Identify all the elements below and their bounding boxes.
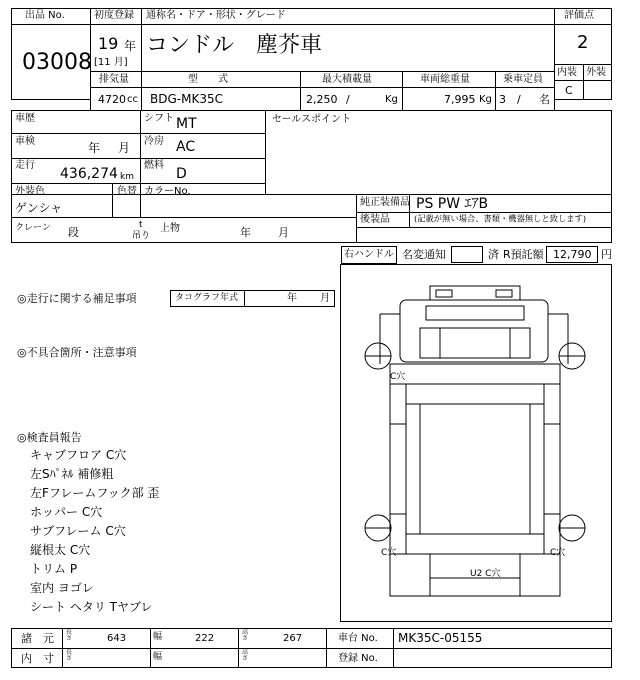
inner-dimensions-label: 内 寸 <box>21 652 54 665</box>
cab-outline <box>380 286 568 364</box>
first-registration-label: 初度登録 <box>94 10 134 21</box>
rear-left-wheel <box>365 515 391 541</box>
displacement-unit: cc <box>127 94 138 105</box>
inner-height-label: 高さ <box>241 649 248 663</box>
score-label: 評価点 <box>564 10 594 21</box>
inspector-report-title: ◎検査員報告 <box>17 431 82 444</box>
body-equipment-month: 月 <box>278 226 289 239</box>
gross-weight-value: 7,995 <box>444 93 476 106</box>
shift-value: MT <box>176 116 197 132</box>
name-label: 通称名・ドア・形状・グレード <box>146 10 286 21</box>
crane-hang: 吊り <box>132 231 151 241</box>
fuel-value: D <box>176 166 187 182</box>
score-value: 2 <box>577 32 589 53</box>
mileage-value: 436,274 <box>60 166 118 182</box>
max-load-separator: / <box>346 93 350 106</box>
tachograph-label: タコグラフ年式 <box>175 293 239 303</box>
inspector-item: トリム P <box>30 562 78 576</box>
registration-year: 19 <box>98 34 119 53</box>
tachograph-year: 年 <box>287 293 297 304</box>
shift-label: シフト <box>144 113 174 124</box>
interior-grade: C <box>565 84 573 97</box>
height-value: 267 <box>283 633 303 644</box>
lot-number: 03008 <box>22 50 92 75</box>
width-value: 222 <box>195 633 215 644</box>
aftermarket-note: (記載が無い場合、書類・機器無しと致します) <box>414 215 587 225</box>
aircon-label: 冷房 <box>144 136 164 147</box>
capacity-label: 乗車定員 <box>503 74 543 85</box>
inspection-label: 車検 <box>15 136 35 147</box>
tachograph-month: 月 <box>320 293 330 304</box>
body-equipment-year: 年 <box>240 226 251 239</box>
aftermarket-label: 後装品 <box>360 214 390 225</box>
diagram-mark-rear-left: C穴 <box>381 548 397 558</box>
width-label: 幅 <box>153 632 163 642</box>
length-label: 長さ <box>65 629 72 643</box>
sales-point-label: セールスポイント <box>272 114 352 125</box>
capacity-separator: / <box>517 93 521 106</box>
aircon-value: AC <box>176 139 196 155</box>
inspection-month: 月 <box>118 141 131 155</box>
recycle-deposit-label: R預託額 <box>503 248 544 261</box>
displacement-value: 4720 <box>98 93 126 106</box>
driving-notes-title: ◎走行に関する補足事項 <box>17 292 137 305</box>
model-code-label: 型 式 <box>188 74 228 85</box>
recycle-amount: 12,790 <box>553 248 592 261</box>
recycle-prefix: 済 <box>488 248 499 261</box>
history-label: 車歴 <box>15 113 35 124</box>
defects-title: ◎不具合箇所・注意事項 <box>17 346 137 359</box>
crane-label: クレーン <box>15 223 51 233</box>
mileage-label: 走行 <box>15 160 35 171</box>
lot-number-label: 出品 No. <box>25 10 65 21</box>
front-right-wheel <box>559 343 585 369</box>
exterior-color-label: 外装色 <box>15 186 45 197</box>
name-change-notice-label: 名変通知 <box>402 248 446 261</box>
body-outline <box>390 364 560 596</box>
registration-year-unit: 年 <box>124 39 137 53</box>
diagram-mark-front-left: C穴 <box>390 372 406 382</box>
inspector-report-list <box>30 446 159 617</box>
inspector-item: キャブフロア C穴 <box>30 448 127 462</box>
inspector-item: 室内 ヨゴレ <box>30 581 94 595</box>
inner-length-label: 長さ <box>65 649 72 663</box>
name-change-notice-box <box>451 246 483 263</box>
inspector-item: 左Fフレームフック部 歪 <box>30 486 160 500</box>
length-value: 643 <box>107 633 127 644</box>
inspector-item: ホッパー C穴 <box>30 505 103 519</box>
inspection-year: 年 <box>88 141 101 155</box>
capacity-value: 3 <box>499 93 506 106</box>
inspector-item: サブフレーム C穴 <box>30 524 126 538</box>
diagram-mark-rear-center: U2 C穴 <box>470 569 501 579</box>
inspector-item: 左Sﾊﾟﾈﾙ 補修粗 <box>30 467 114 481</box>
inner-width-label: 幅 <box>153 652 163 662</box>
gross-weight-label: 車両総重量 <box>420 74 470 85</box>
registration-month: [11 月] <box>94 57 128 68</box>
max-load-unit: Kg <box>385 94 398 105</box>
right-hand-drive-badge: 右ハンドル <box>341 246 397 264</box>
recycle-unit: 円 <box>601 248 612 261</box>
gross-weight-unit: Kg <box>479 94 492 105</box>
genuine-equipment-value: PS PW ｴｱB <box>416 196 489 212</box>
mileage-unit: km <box>120 172 134 182</box>
chassis-number: MK35C-05155 <box>398 631 483 645</box>
exterior-label: 外装 <box>586 67 606 78</box>
max-load-value: 2,250 <box>306 93 338 106</box>
inspector-item: シート ヘタリ Tヤブレ <box>30 600 153 614</box>
model-code: BDG-MK35C <box>150 92 223 106</box>
front-left-wheel <box>365 343 391 369</box>
registration-number-label: 登録 No. <box>338 653 378 664</box>
capacity-unit: 名 <box>539 93 550 106</box>
crane-stage: 段 <box>68 226 79 239</box>
color-change-label: 色替 <box>117 186 137 197</box>
exterior-color-value: ゲンシャ <box>15 201 63 215</box>
dimensions-label: 諸 元 <box>21 632 54 645</box>
max-load-label: 最大積載量 <box>322 74 372 85</box>
color-number-label: カラーNo. <box>144 186 191 197</box>
rear-right-wheel <box>559 515 585 541</box>
body-equipment-label: 上物 <box>160 223 180 234</box>
height-label: 高さ <box>241 629 248 643</box>
chassis-number-label: 車台 No. <box>338 633 378 644</box>
crane-tonnage: t <box>139 220 143 230</box>
displacement-label: 排気量 <box>99 74 129 85</box>
interior-label: 内装 <box>557 67 577 78</box>
diagram-mark-rear-right: C穴 <box>550 548 566 558</box>
inspector-item: 縦根太 C穴 <box>30 543 91 557</box>
model-name: コンドル 塵芥車 <box>146 33 323 58</box>
genuine-equipment-label: 純正装備品 <box>360 197 410 208</box>
fuel-label: 燃料 <box>144 160 164 171</box>
